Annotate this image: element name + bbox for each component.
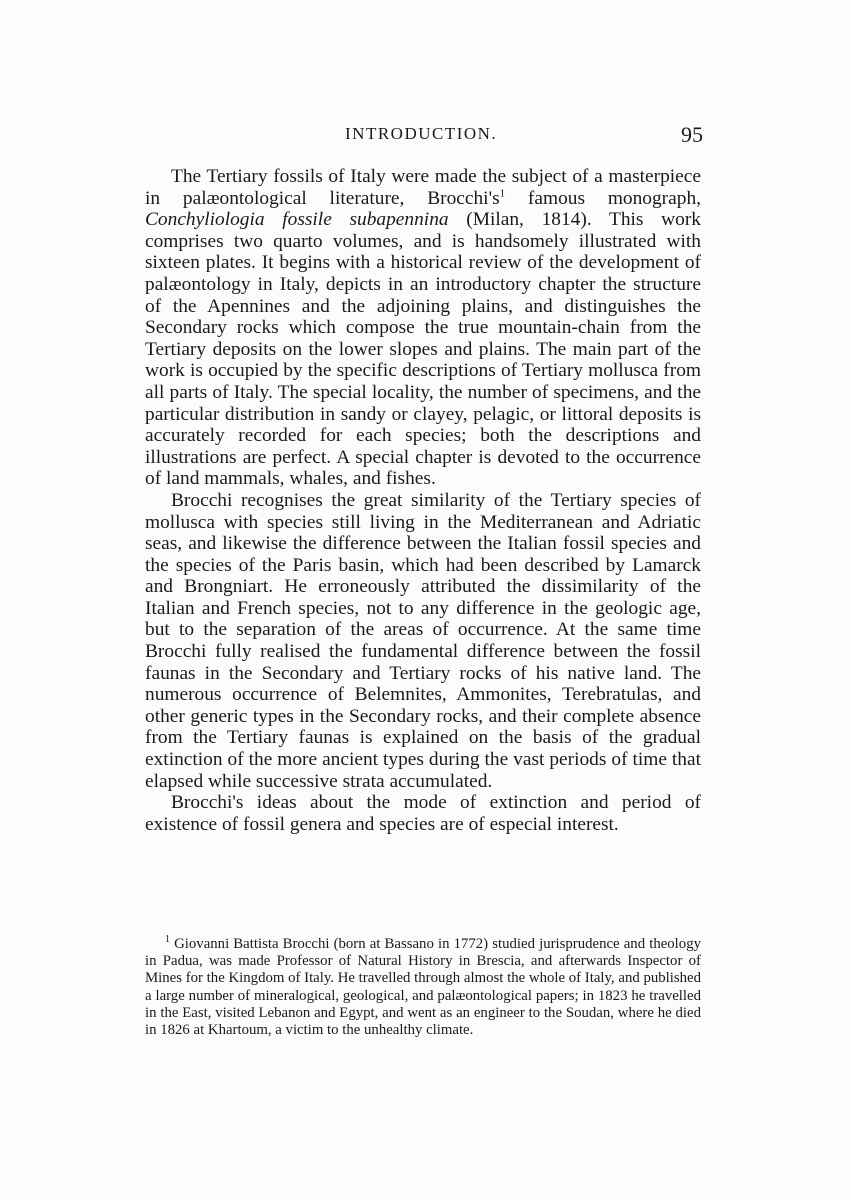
- footnote-paragraph: [145, 936, 701, 1039]
- monograph-title: Conchyliologia fossile subapennina: [145, 209, 449, 231]
- paragraph-2: Brocchi recognises the great similarity of the Tertiary species of mollusca with species still living in the Mediterranean and Adriatic seas, and likewise the difference between the Italian fossil species and the species of the Paris basin, which had been described by Lamarck and Brongniart. He erroneously attributed the dissimilarity of the Italian and French species, not to any difference in the geologic age, but to the separation of the areas of occurrence. At the same time Brocchi fully realised the fundamental difference between the fossil faunas in the Secondary and Tertiary rocks of his native land. The numerous occurrence of Belemnites, Ammonites, Terebratulas, and other generic types in the Secondary rocks, and their complete absence from the Tertiary faunas is explained on the basis of the gradual extinction of the more ancient types during the vast periods of time that elapsed while successive strata accumulated.: [145, 489, 701, 792]
- page-number: 95: [681, 122, 703, 147]
- paragraph-1: [145, 166, 701, 490]
- paragraph-3: Brocchi's ideas about the mode of extinction and period of existence of fossil genera and species are of especial interest.: [145, 792, 701, 835]
- running-head: INTRODUCTION.: [345, 124, 498, 143]
- footnote-text: Giovanni Battista Brocchi (born at Bassano in 1772) studied jurisprudence and theology in Padua, was made Professor of Natural History in Brescia, and afterwards Inspector of Mines for the Kingdom of Italy. He travelled through almost the whole of Italy, and published a large number of mineralogical, geological, and palæontological papers; in 1823 he travelled in the East, visited Lebanon and Egypt, and went as an engineer to the Soudan, where he died in 1826 at Khartoum, a victim to the unhealthy climate.: [145, 936, 701, 1039]
- paragraph-1-text-b: famous monograph,: [505, 187, 701, 209]
- page-header: [145, 124, 705, 154]
- body-text: [145, 166, 701, 835]
- footnote-reference: 1: [499, 187, 506, 200]
- paragraph-1-text-c: (Milan, 1814). This work comprises two quarto volumes, and is handsomely illustrated with sixteen plates. It begins with a historical review of the development of palæontology in Italy, depicts in an introductory chapter the structure of the Apennines and the adjoining plains, and distinguishes the Secondary rocks which compose the true mountain-chain from the Tertiary deposits on the lower slopes and plains. The main part of the work is occupied by the specific descriptions of Tertiary mollusca from all parts of Italy. The special locality, the number of specimens, and the particular distribution in sandy or clayey, pelagic, or littoral deposits is accurately recorded for each species; both the descriptions and illustrations are perfect. A special chapter is devoted to the occurrence of land mammals, whales, and fishes.: [145, 209, 702, 490]
- footnote-mark: 1: [165, 934, 170, 946]
- footnote: [145, 936, 701, 1039]
- paragraph-1-text-a: The Tertiary fossils of Italy were made the subject of a masterpiece in palæontological literature, Brocchi's: [145, 166, 701, 209]
